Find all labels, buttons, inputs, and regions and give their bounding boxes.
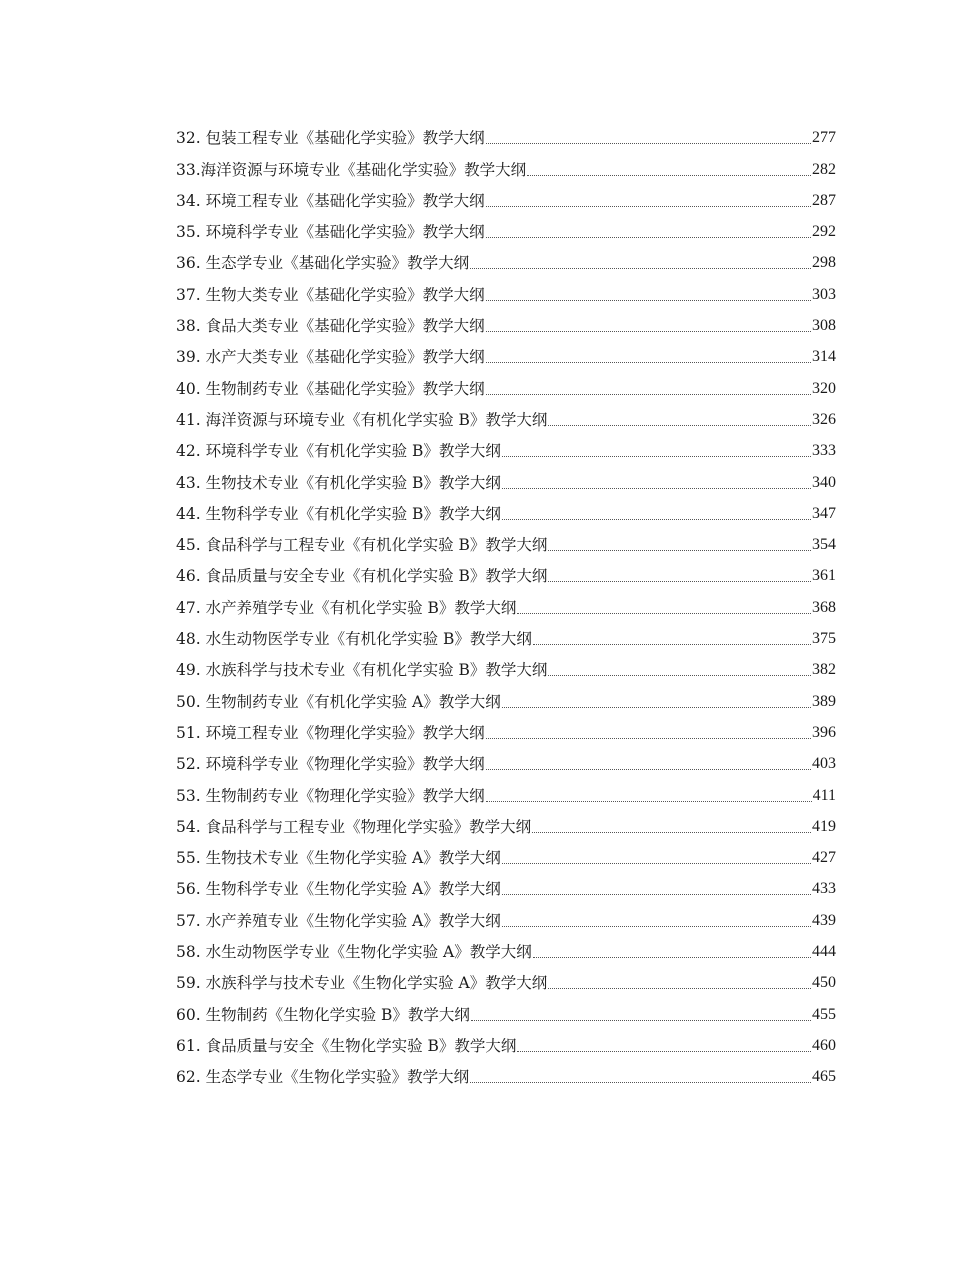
dot-leader <box>533 644 811 645</box>
toc-entry[interactable] <box>176 242 836 273</box>
toc-entry[interactable] <box>176 586 836 617</box>
toc-entry[interactable] <box>176 1025 836 1056</box>
table-of-contents <box>176 117 836 1087</box>
toc-entry[interactable] <box>176 555 836 586</box>
toc-entry-title: 58. 水生动物医学专业《生物化学实验 A》教学大纲 <box>176 943 532 962</box>
toc-entry-page-number: 368 <box>812 598 836 616</box>
toc-entry-page-number: 375 <box>812 630 836 648</box>
toc-entry-page-number: 340 <box>812 473 836 491</box>
toc-entry-title: 46. 食品质量与安全专业《有机化学实验 B》教学大纲 <box>176 567 548 586</box>
toc-entry-title: 43. 生物技术专业《有机化学实验 B》教学大纲 <box>176 473 501 492</box>
toc-entry-title: 53. 生物制药专业《物理化学实验》教学大纲 <box>176 786 485 805</box>
dot-leader <box>527 175 811 176</box>
toc-entry-title: 51. 环境工程专业《物理化学实验》教学大纲 <box>176 723 485 742</box>
toc-entry-page-number: 427 <box>812 849 836 867</box>
toc-entry-title: 44. 生物科学专业《有机化学实验 B》教学大纲 <box>176 504 501 523</box>
dot-leader <box>548 550 811 551</box>
toc-entry-title: 38. 食品大类专业《基础化学实验》教学大纲 <box>176 317 485 336</box>
toc-entry-title: 56. 生物科学专业《生物化学实验 A》教学大纲 <box>176 880 501 899</box>
toc-entry-title: 48. 水生动物医学专业《有机化学实验 B》教学大纲 <box>176 630 532 649</box>
toc-entry-page-number: 433 <box>812 880 836 898</box>
toc-entry-title: 35. 环境科学专业《基础化学实验》教学大纲 <box>176 223 485 242</box>
dot-leader <box>470 1082 811 1083</box>
toc-entry-page-number: 382 <box>812 661 836 679</box>
toc-entry-page-number: 460 <box>812 1036 836 1054</box>
toc-entry-title: 62. 生态学专业《生物化学实验》教学大纲 <box>176 1068 470 1087</box>
toc-entry-title: 57. 水产养殖专业《生物化学实验 A》教学大纲 <box>176 911 501 930</box>
dot-leader <box>502 519 811 520</box>
toc-entry[interactable] <box>176 743 836 774</box>
toc-entry[interactable] <box>176 493 836 524</box>
toc-entry-page-number: 396 <box>812 723 836 741</box>
dot-leader <box>486 237 811 238</box>
toc-entry[interactable] <box>176 461 836 492</box>
dot-leader <box>548 581 811 582</box>
toc-entry-title: 59. 水族科学与技术专业《生物化学实验 A》教学大纲 <box>176 974 548 993</box>
dot-leader <box>502 456 811 457</box>
toc-entry-title: 32. 包装工程专业《基础化学实验》教学大纲 <box>176 129 485 148</box>
toc-entry-page-number: 361 <box>812 567 836 585</box>
dot-leader <box>532 832 811 833</box>
dot-leader <box>502 863 811 864</box>
toc-entry-page-number: 314 <box>812 348 836 366</box>
toc-entry-title: 42. 环境科学专业《有机化学实验 B》教学大纲 <box>176 442 501 461</box>
toc-entry-title: 60. 生物制药《生物化学实验 B》教学大纲 <box>176 1005 470 1024</box>
dot-leader <box>548 988 811 989</box>
dot-leader <box>486 801 812 802</box>
toc-entry-page-number: 347 <box>812 504 836 522</box>
toc-entry-page-number: 333 <box>812 442 836 460</box>
toc-entry-page-number: 444 <box>812 943 836 961</box>
toc-entry-page-number: 411 <box>812 786 836 804</box>
toc-entry-page-number: 389 <box>812 692 836 710</box>
toc-entry[interactable] <box>176 180 836 211</box>
dot-leader <box>517 613 811 614</box>
toc-entry[interactable] <box>176 899 836 930</box>
toc-entry[interactable] <box>176 273 836 304</box>
toc-entry[interactable] <box>176 962 836 993</box>
toc-entry-page-number: 298 <box>812 254 836 272</box>
toc-entry-title: 47. 水产养殖学专业《有机化学实验 B》教学大纲 <box>176 598 517 617</box>
toc-entry-title: 45. 食品科学与工程专业《有机化学实验 B》教学大纲 <box>176 536 548 555</box>
toc-entry[interactable] <box>176 117 836 148</box>
toc-entry-page-number: 465 <box>812 1068 836 1086</box>
dot-leader <box>486 738 811 739</box>
toc-entry[interactable] <box>176 680 836 711</box>
toc-entry-title: 52. 环境科学专业《物理化学实验》教学大纲 <box>176 755 485 774</box>
toc-entry[interactable] <box>176 774 836 805</box>
toc-entry-title: 39. 水产大类专业《基础化学实验》教学大纲 <box>176 348 485 367</box>
toc-entry[interactable] <box>176 931 836 962</box>
dot-leader <box>486 362 811 363</box>
toc-entry[interactable] <box>176 649 836 680</box>
toc-entry[interactable] <box>176 806 836 837</box>
toc-entry[interactable] <box>176 399 836 430</box>
toc-entry-title: 61. 食品质量与安全《生物化学实验 B》教学大纲 <box>176 1036 517 1055</box>
toc-entry-page-number: 326 <box>812 410 836 428</box>
toc-entry-title: 36. 生态学专业《基础化学实验》教学大纲 <box>176 254 470 273</box>
toc-entry-title: 55. 生物技术专业《生物化学实验 A》教学大纲 <box>176 849 501 868</box>
toc-entry-page-number: 439 <box>812 911 836 929</box>
dot-leader <box>502 894 811 895</box>
dot-leader <box>548 675 811 676</box>
toc-entry-page-number: 354 <box>812 536 836 554</box>
dot-leader <box>548 425 811 426</box>
toc-entry-page-number: 303 <box>812 285 836 303</box>
toc-entry-title: 37. 生物大类专业《基础化学实验》教学大纲 <box>176 285 485 304</box>
toc-entry-page-number: 292 <box>812 223 836 241</box>
dot-leader <box>502 707 811 708</box>
toc-entry-title: 34. 环境工程专业《基础化学实验》教学大纲 <box>176 191 485 210</box>
dot-leader <box>486 300 811 301</box>
dot-leader <box>502 926 811 927</box>
toc-entry[interactable] <box>176 618 836 649</box>
toc-entry[interactable] <box>176 837 836 868</box>
toc-entry-page-number: 287 <box>812 191 836 209</box>
toc-entry[interactable] <box>176 305 836 336</box>
toc-entry[interactable] <box>176 993 836 1024</box>
dot-leader <box>470 268 811 269</box>
dot-leader <box>502 488 811 489</box>
toc-entry[interactable] <box>176 430 836 461</box>
dot-leader <box>533 957 811 958</box>
toc-entry-page-number: 450 <box>812 974 836 992</box>
dot-leader <box>486 331 811 332</box>
toc-entry-page-number: 308 <box>812 317 836 335</box>
toc-entry[interactable] <box>176 148 836 179</box>
toc-entry-title: 50. 生物制药专业《有机化学实验 A》教学大纲 <box>176 692 501 711</box>
toc-entry-title: 40. 生物制药专业《基础化学实验》教学大纲 <box>176 379 485 398</box>
toc-entry[interactable] <box>176 1056 836 1087</box>
toc-entry-page-number: 282 <box>812 160 836 178</box>
toc-entry-title: 54. 食品科学与工程专业《物理化学实验》教学大纲 <box>176 817 532 836</box>
toc-entry[interactable] <box>176 367 836 398</box>
toc-entry[interactable] <box>176 868 836 899</box>
toc-entry[interactable] <box>176 336 836 367</box>
toc-entry[interactable] <box>176 524 836 555</box>
toc-entry-page-number: 277 <box>812 129 836 147</box>
toc-entry-title: 49. 水族科学与技术专业《有机化学实验 B》教学大纲 <box>176 661 548 680</box>
toc-entry-page-number: 419 <box>812 817 836 835</box>
toc-entry-page-number: 403 <box>812 755 836 773</box>
dot-leader <box>486 394 811 395</box>
dot-leader <box>486 206 811 207</box>
toc-entry-title: 41. 海洋资源与环境专业《有机化学实验 B》教学大纲 <box>176 410 548 429</box>
dot-leader <box>486 143 811 144</box>
toc-entry-page-number: 320 <box>812 379 836 397</box>
toc-entry-title: 33.海洋资源与环境专业《基础化学实验》教学大纲 <box>176 160 527 179</box>
toc-entry-page-number: 455 <box>812 1005 836 1023</box>
toc-entry[interactable] <box>176 211 836 242</box>
dot-leader <box>471 1020 811 1021</box>
dot-leader <box>517 1051 811 1052</box>
dot-leader <box>486 769 811 770</box>
toc-entry[interactable] <box>176 712 836 743</box>
